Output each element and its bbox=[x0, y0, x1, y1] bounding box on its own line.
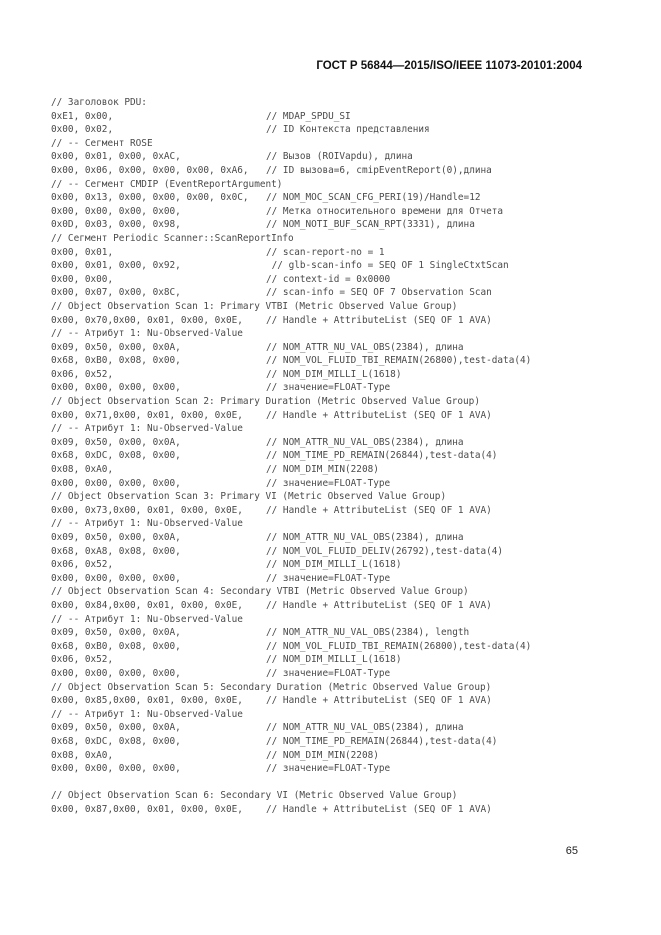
code-line bbox=[51, 653, 611, 667]
code-text: 0x00, 0x13, 0x00, 0x00, 0x00, 0x0C, bbox=[51, 192, 249, 204]
code-line bbox=[51, 531, 611, 545]
code-text: 0x09, 0x50, 0x00, 0x0A, bbox=[51, 722, 181, 734]
code-comment: // NOM_DIM_MIN(2208) bbox=[266, 749, 379, 761]
code-line bbox=[51, 599, 611, 613]
code-comment: // NOM_MOC_SCAN_CFG_PERI(19)/Handle=12 bbox=[266, 192, 481, 204]
code-comment: // значение=FLOAT-Type bbox=[266, 477, 391, 489]
code-text: 0x00, 0x70,0x00, 0x01, 0x00, 0x0E, bbox=[51, 314, 243, 326]
code-text: 0x0D, 0x03, 0x00, 0x98, bbox=[51, 219, 181, 231]
code-line bbox=[51, 789, 611, 803]
code-comment: // значение=FLOAT-Type bbox=[266, 382, 391, 394]
code-text: 0x68, 0xB0, 0x08, 0x00, bbox=[51, 640, 181, 652]
code-line bbox=[51, 178, 611, 192]
code-text: // -- Сегмент CMDIP (EventReportArgument) bbox=[51, 178, 283, 190]
code-line bbox=[51, 246, 611, 260]
code-comment: // NOM_TIME_PD_REMAIN(26844),test-data(4) bbox=[266, 735, 498, 747]
code-comment: // context-id = 0x0000 bbox=[266, 273, 391, 285]
code-text: 0x00, 0x00, 0x00, 0x00, bbox=[51, 205, 181, 217]
code-line bbox=[51, 354, 611, 368]
code-comment: // Handle + AttributeList (SEQ OF 1 AVA) bbox=[266, 409, 492, 421]
code-line bbox=[51, 381, 611, 395]
code-line bbox=[51, 232, 611, 246]
code-text: 0x68, 0xDC, 0x08, 0x00, bbox=[51, 735, 181, 747]
code-text: // Object Observation Scan 3: Primary VI (Metric Observed Value Group) bbox=[51, 491, 447, 503]
code-text: // Object Observation Scan 2: Primary Duration (Metric Observed Value Group) bbox=[51, 396, 480, 408]
code-line bbox=[51, 762, 611, 776]
code-line bbox=[51, 803, 611, 817]
code-line bbox=[51, 721, 611, 735]
code-line bbox=[51, 368, 611, 382]
code-line bbox=[51, 422, 611, 436]
code-text: 0x68, 0xA8, 0x08, 0x00, bbox=[51, 545, 181, 557]
code-text: 0x06, 0x52, bbox=[51, 559, 114, 571]
code-line bbox=[51, 463, 611, 477]
code-line bbox=[51, 110, 611, 124]
code-text: 0x00, 0x00, 0x00, 0x00, bbox=[51, 763, 181, 775]
code-text: 0x00, 0x84,0x00, 0x01, 0x00, 0x0E, bbox=[51, 599, 243, 611]
code-line bbox=[51, 477, 611, 491]
code-text: // -- Атрибут 1: Nu-Observed-Value bbox=[51, 423, 243, 435]
code-line bbox=[51, 545, 611, 559]
code-line bbox=[51, 667, 611, 681]
code-line bbox=[51, 776, 611, 790]
code-line bbox=[51, 205, 611, 219]
code-comment: // scan-report-no = 1 bbox=[266, 246, 385, 258]
code-line bbox=[51, 735, 611, 749]
code-line bbox=[51, 626, 611, 640]
document-header: ГОСТ Р 56844—2015/ISO/IEEE 11073-20101:2004 bbox=[316, 60, 582, 72]
code-comment: // NOM_ATTR_NU_VAL_OBS(2384), длина bbox=[266, 722, 464, 734]
code-text: 0x00, 0x00, 0x00, 0x00, bbox=[51, 382, 181, 394]
code-line bbox=[51, 395, 611, 409]
code-text: 0x00, 0x85,0x00, 0x01, 0x00, 0x0E, bbox=[51, 695, 243, 707]
code-text: 0x00, 0x71,0x00, 0x01, 0x00, 0x0E, bbox=[51, 409, 243, 421]
code-comment: // ID вызова=6, cmipEventReport(0),длина bbox=[266, 164, 492, 176]
code-text: 0x06, 0x52, bbox=[51, 368, 114, 380]
code-text: 0x00, 0x07, 0x00, 0x8C, bbox=[51, 287, 181, 299]
code-text: 0x00, 0x01, bbox=[51, 246, 114, 258]
code-line bbox=[51, 640, 611, 654]
code-comment: // Вызов (ROIVapdu), длина bbox=[266, 151, 413, 163]
code-line bbox=[51, 708, 611, 722]
page-number: 65 bbox=[565, 845, 578, 857]
code-line bbox=[51, 558, 611, 572]
code-comment: // NOM_ATTR_NU_VAL_OBS(2384), длина bbox=[266, 532, 464, 543]
code-comment: // Handle + AttributeList (SEQ OF 1 AVA) bbox=[266, 314, 492, 326]
code-line bbox=[51, 749, 611, 763]
code-line bbox=[51, 96, 611, 110]
code-comment: // значение=FLOAT-Type bbox=[266, 667, 391, 679]
code-comment: // Handle + AttributeList (SEQ OF 1 AVA) bbox=[266, 599, 492, 611]
code-line bbox=[51, 449, 611, 463]
code-text: // -- Атрибут 1: Nu-Observed-Value bbox=[51, 518, 243, 530]
code-comment: // NOM_ATTR_NU_VAL_OBS(2384), length bbox=[266, 627, 470, 639]
code-comment: // MDAP_SPDU_SI bbox=[266, 110, 351, 122]
code-line bbox=[51, 137, 611, 151]
code-comment: // NOM_VOL_FLUID_TBI_REMAIN(26800),test-data(4) bbox=[266, 640, 532, 652]
code-line bbox=[51, 694, 611, 708]
code-comment: // NOM_DIM_MILLI_L(1618) bbox=[266, 654, 402, 666]
code-text: 0x68, 0xDC, 0x08, 0x00, bbox=[51, 450, 181, 462]
code-text: // Object Observation Scan 4: Secondary VTBI (Metric Observed Value Group) bbox=[51, 586, 469, 598]
code-line bbox=[51, 517, 611, 531]
code-text: 0x00, 0x01, 0x00, 0x92, bbox=[51, 260, 181, 272]
code-comment: // Handle + AttributeList (SEQ OF 1 AVA) bbox=[266, 504, 492, 516]
code-text: 0x00, 0x00, 0x00, 0x00, bbox=[51, 667, 181, 679]
code-comment: // NOM_ATTR_NU_VAL_OBS(2384), длина bbox=[266, 341, 464, 353]
code-comment: // glb-scan-info = SEQ OF 1 SingleCtxtScan bbox=[266, 260, 509, 272]
code-line bbox=[51, 259, 611, 273]
code-line bbox=[51, 436, 611, 450]
code-line bbox=[51, 490, 611, 504]
code-text: 0x06, 0x52, bbox=[51, 654, 114, 666]
code-text: // -- Атрибут 1: Nu-Observed-Value bbox=[51, 708, 243, 720]
code-comment: // ID Контекста представления bbox=[266, 124, 430, 136]
code-text: 0x68, 0xB0, 0x08, 0x00, bbox=[51, 355, 181, 367]
code-comment: // NOM_TIME_PD_REMAIN(26844),test-data(4) bbox=[266, 450, 498, 462]
code-text: 0x08, 0xA0, bbox=[51, 749, 114, 761]
code-line bbox=[51, 273, 611, 287]
code-text: // -- Атрибут 1: Nu-Observed-Value bbox=[51, 328, 243, 340]
code-comment: // Handle + AttributeList (SEQ OF 1 AVA) bbox=[266, 803, 492, 815]
code-line bbox=[51, 681, 611, 695]
code-text: 0x00, 0x06, 0x00, 0x00, 0x00, 0xA6, bbox=[51, 164, 249, 176]
code-line bbox=[51, 218, 611, 232]
code-comment: // NOM_VOL_FLUID_TBI_REMAIN(26800),test-data(4) bbox=[266, 355, 532, 367]
code-text: 0x09, 0x50, 0x00, 0x0A, bbox=[51, 627, 181, 639]
code-line bbox=[51, 327, 611, 341]
code-line bbox=[51, 164, 611, 178]
code-comment: // значение=FLOAT-Type bbox=[266, 572, 391, 584]
code-line bbox=[51, 409, 611, 423]
code-line bbox=[51, 300, 611, 314]
code-line bbox=[51, 613, 611, 627]
code-line bbox=[51, 504, 611, 518]
code-line bbox=[51, 123, 611, 137]
code-text: 0x09, 0x50, 0x00, 0x0A, bbox=[51, 532, 181, 543]
code-text: // Object Observation Scan 1: Primary VTBI (Metric Observed Value Group) bbox=[51, 300, 458, 312]
code-comment: // NOM_DIM_MILLI_L(1618) bbox=[266, 559, 402, 571]
code-text: 0x00, 0x87,0x00, 0x01, 0x00, 0x0E, bbox=[51, 803, 243, 815]
code-line bbox=[51, 341, 611, 355]
code-text: 0x00, 0x02, bbox=[51, 124, 114, 136]
code-text: // Object Observation Scan 6: Secondary VI (Metric Observed Value Group) bbox=[51, 790, 458, 802]
code-text: 0x08, 0xA0, bbox=[51, 464, 114, 476]
code-text: // -- Сегмент ROSE bbox=[51, 137, 153, 149]
code-text: 0x00, 0x00, 0x00, 0x00, bbox=[51, 477, 181, 489]
code-comment: // NOM_DIM_MIN(2208) bbox=[266, 464, 379, 476]
code-line bbox=[51, 585, 611, 599]
code-comment: // Метка относительного времени для Отчета bbox=[266, 205, 504, 217]
code-text: // Сегмент Periodic Scanner::ScanReportInfo bbox=[51, 232, 294, 244]
code-comment: // NOM_ATTR_NU_VAL_OBS(2384), длина bbox=[266, 436, 464, 448]
code-line bbox=[51, 286, 611, 300]
code-comment: // NOM_VOL_FLUID_DELIV(26792),test-data(4) bbox=[266, 545, 504, 557]
code-text: // Заголовок PDU: bbox=[51, 97, 147, 108]
code-text: // -- Атрибут 1: Nu-Observed-Value bbox=[51, 613, 243, 625]
code-comment: // NOM_DIM_MILLI_L(1618) bbox=[266, 368, 402, 380]
code-line bbox=[51, 150, 611, 164]
code-line bbox=[51, 191, 611, 205]
code-listing bbox=[51, 96, 611, 816]
code-text: 0x00, 0x00, 0x00, 0x00, bbox=[51, 572, 181, 584]
code-comment: // значение=FLOAT-Type bbox=[266, 763, 391, 775]
code-text: 0x09, 0x50, 0x00, 0x0A, bbox=[51, 436, 181, 448]
code-text: 0x00, 0x73,0x00, 0x01, 0x00, 0x0E, bbox=[51, 504, 243, 516]
code-comment: // NOM_NOTI_BUF_SCAN_RPT(3331), длина bbox=[266, 219, 475, 231]
code-text: 0x00, 0x01, 0x00, 0xAC, bbox=[51, 151, 181, 163]
code-line bbox=[51, 314, 611, 328]
code-comment: // Handle + AttributeList (SEQ OF 1 AVA) bbox=[266, 695, 492, 707]
code-line bbox=[51, 572, 611, 586]
code-text: 0x09, 0x50, 0x00, 0x0A, bbox=[51, 341, 181, 353]
code-comment: // scan-info = SEQ OF 7 Observation Scan bbox=[266, 287, 492, 299]
code-text: 0xE1, 0x00, bbox=[51, 110, 114, 122]
code-text: 0x00, 0x00, bbox=[51, 273, 114, 285]
code-text: // Object Observation Scan 5: Secondary Duration (Metric Observed Value Group) bbox=[51, 681, 492, 693]
